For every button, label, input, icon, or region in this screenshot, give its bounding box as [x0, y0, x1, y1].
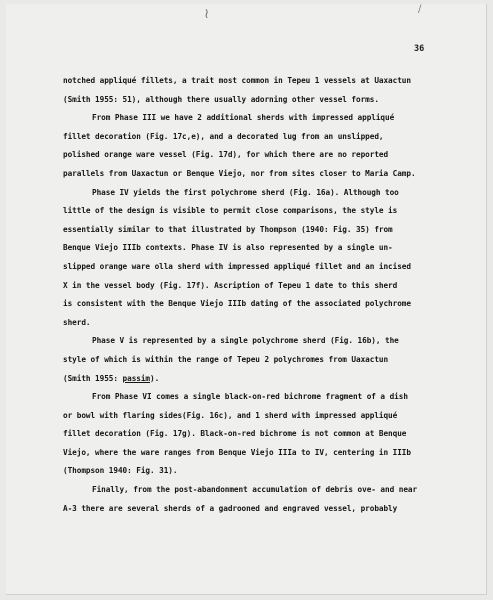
- text-line: or bowl with flaring sides(Fig. 16c), and 1 sherd with impressed appliqué: [63, 410, 398, 420]
- text-line: (Smith 1955: 51), although there usually adorning other vessel forms.: [63, 94, 379, 104]
- text-line: fillet decoration (Fig. 17c,e), and a decorated lug from an unslipped,: [63, 131, 384, 141]
- document-page: [6, 4, 487, 595]
- text-line: Viejo, where the ware ranges from Benque Viejo IIIa to IV, centering in IIIb: [63, 447, 411, 457]
- text-line: parallels from Uaxactun or Benque Viejo, nor from sites closer to Maria Camp.: [63, 168, 416, 178]
- text-line: From Phase VI comes a single black-on-red bichrome fragment of a dish: [92, 392, 408, 402]
- text-line: slipped orange ware olla sherd with impressed appliqué fillet and an incised: [63, 261, 411, 271]
- citation-prefix: (Smith 1955:: [63, 373, 123, 383]
- text-line: A-3 there are several sherds of a gadrooned and engraved vessel, probably: [63, 503, 398, 513]
- page-number: 36: [414, 44, 425, 54]
- text-line: Phase V is represented by a single polychrome sherd (Fig. 16b), the: [92, 336, 399, 346]
- passim-underlined: passim: [122, 373, 151, 383]
- text-line: is consistent with the Benque Viejo IIIb dating of the associated polychrome: [63, 299, 411, 309]
- top-margin-scribble: ≀: [204, 6, 210, 22]
- citation-suffix: ).: [150, 373, 160, 383]
- text-line: X in the vessel body (Fig. 17f). Ascription of Tepeu 1 date to this sherd: [63, 280, 398, 290]
- text-line: little of the design is visible to permit close comparisons, the style is: [63, 206, 398, 216]
- text-line: Finally, from the post-abandonment accumulation of debris ove- and near: [92, 485, 418, 495]
- text-line: Benque Viejo IIIb contexts. Phase IV is also represented by a single un-: [63, 243, 393, 253]
- text-line: fillet decoration (Fig. 17g). Black-on-red bichrome is not common at Benque: [63, 429, 407, 439]
- body-text: [63, 72, 443, 518]
- top-right-mark: /: [418, 4, 422, 15]
- text-line: sherd.: [63, 317, 91, 327]
- text-line: notched appliqué fillets, a trait most common in Tepeu 1 vessels at Uaxactun: [63, 76, 411, 85]
- text-line: polished orange ware vessel (Fig. 17d), for which there are no reported: [63, 150, 389, 160]
- text-line: From Phase III we have 2 additional sherds with impressed appliqué: [92, 113, 395, 123]
- text-line: style of which is within the range of Tepeu 2 polychromes from Uaxactun: [63, 354, 389, 364]
- text-line: (Thompson 1940: Fig. 31).: [63, 466, 178, 476]
- text-line-citation: [63, 370, 443, 389]
- text-line: essentially similar to that illustrated by Thompson (1940: Fig. 35) from: [63, 224, 393, 234]
- text-line: Phase IV yields the first polychrome sherd (Fig. 16a). Although too: [92, 187, 399, 197]
